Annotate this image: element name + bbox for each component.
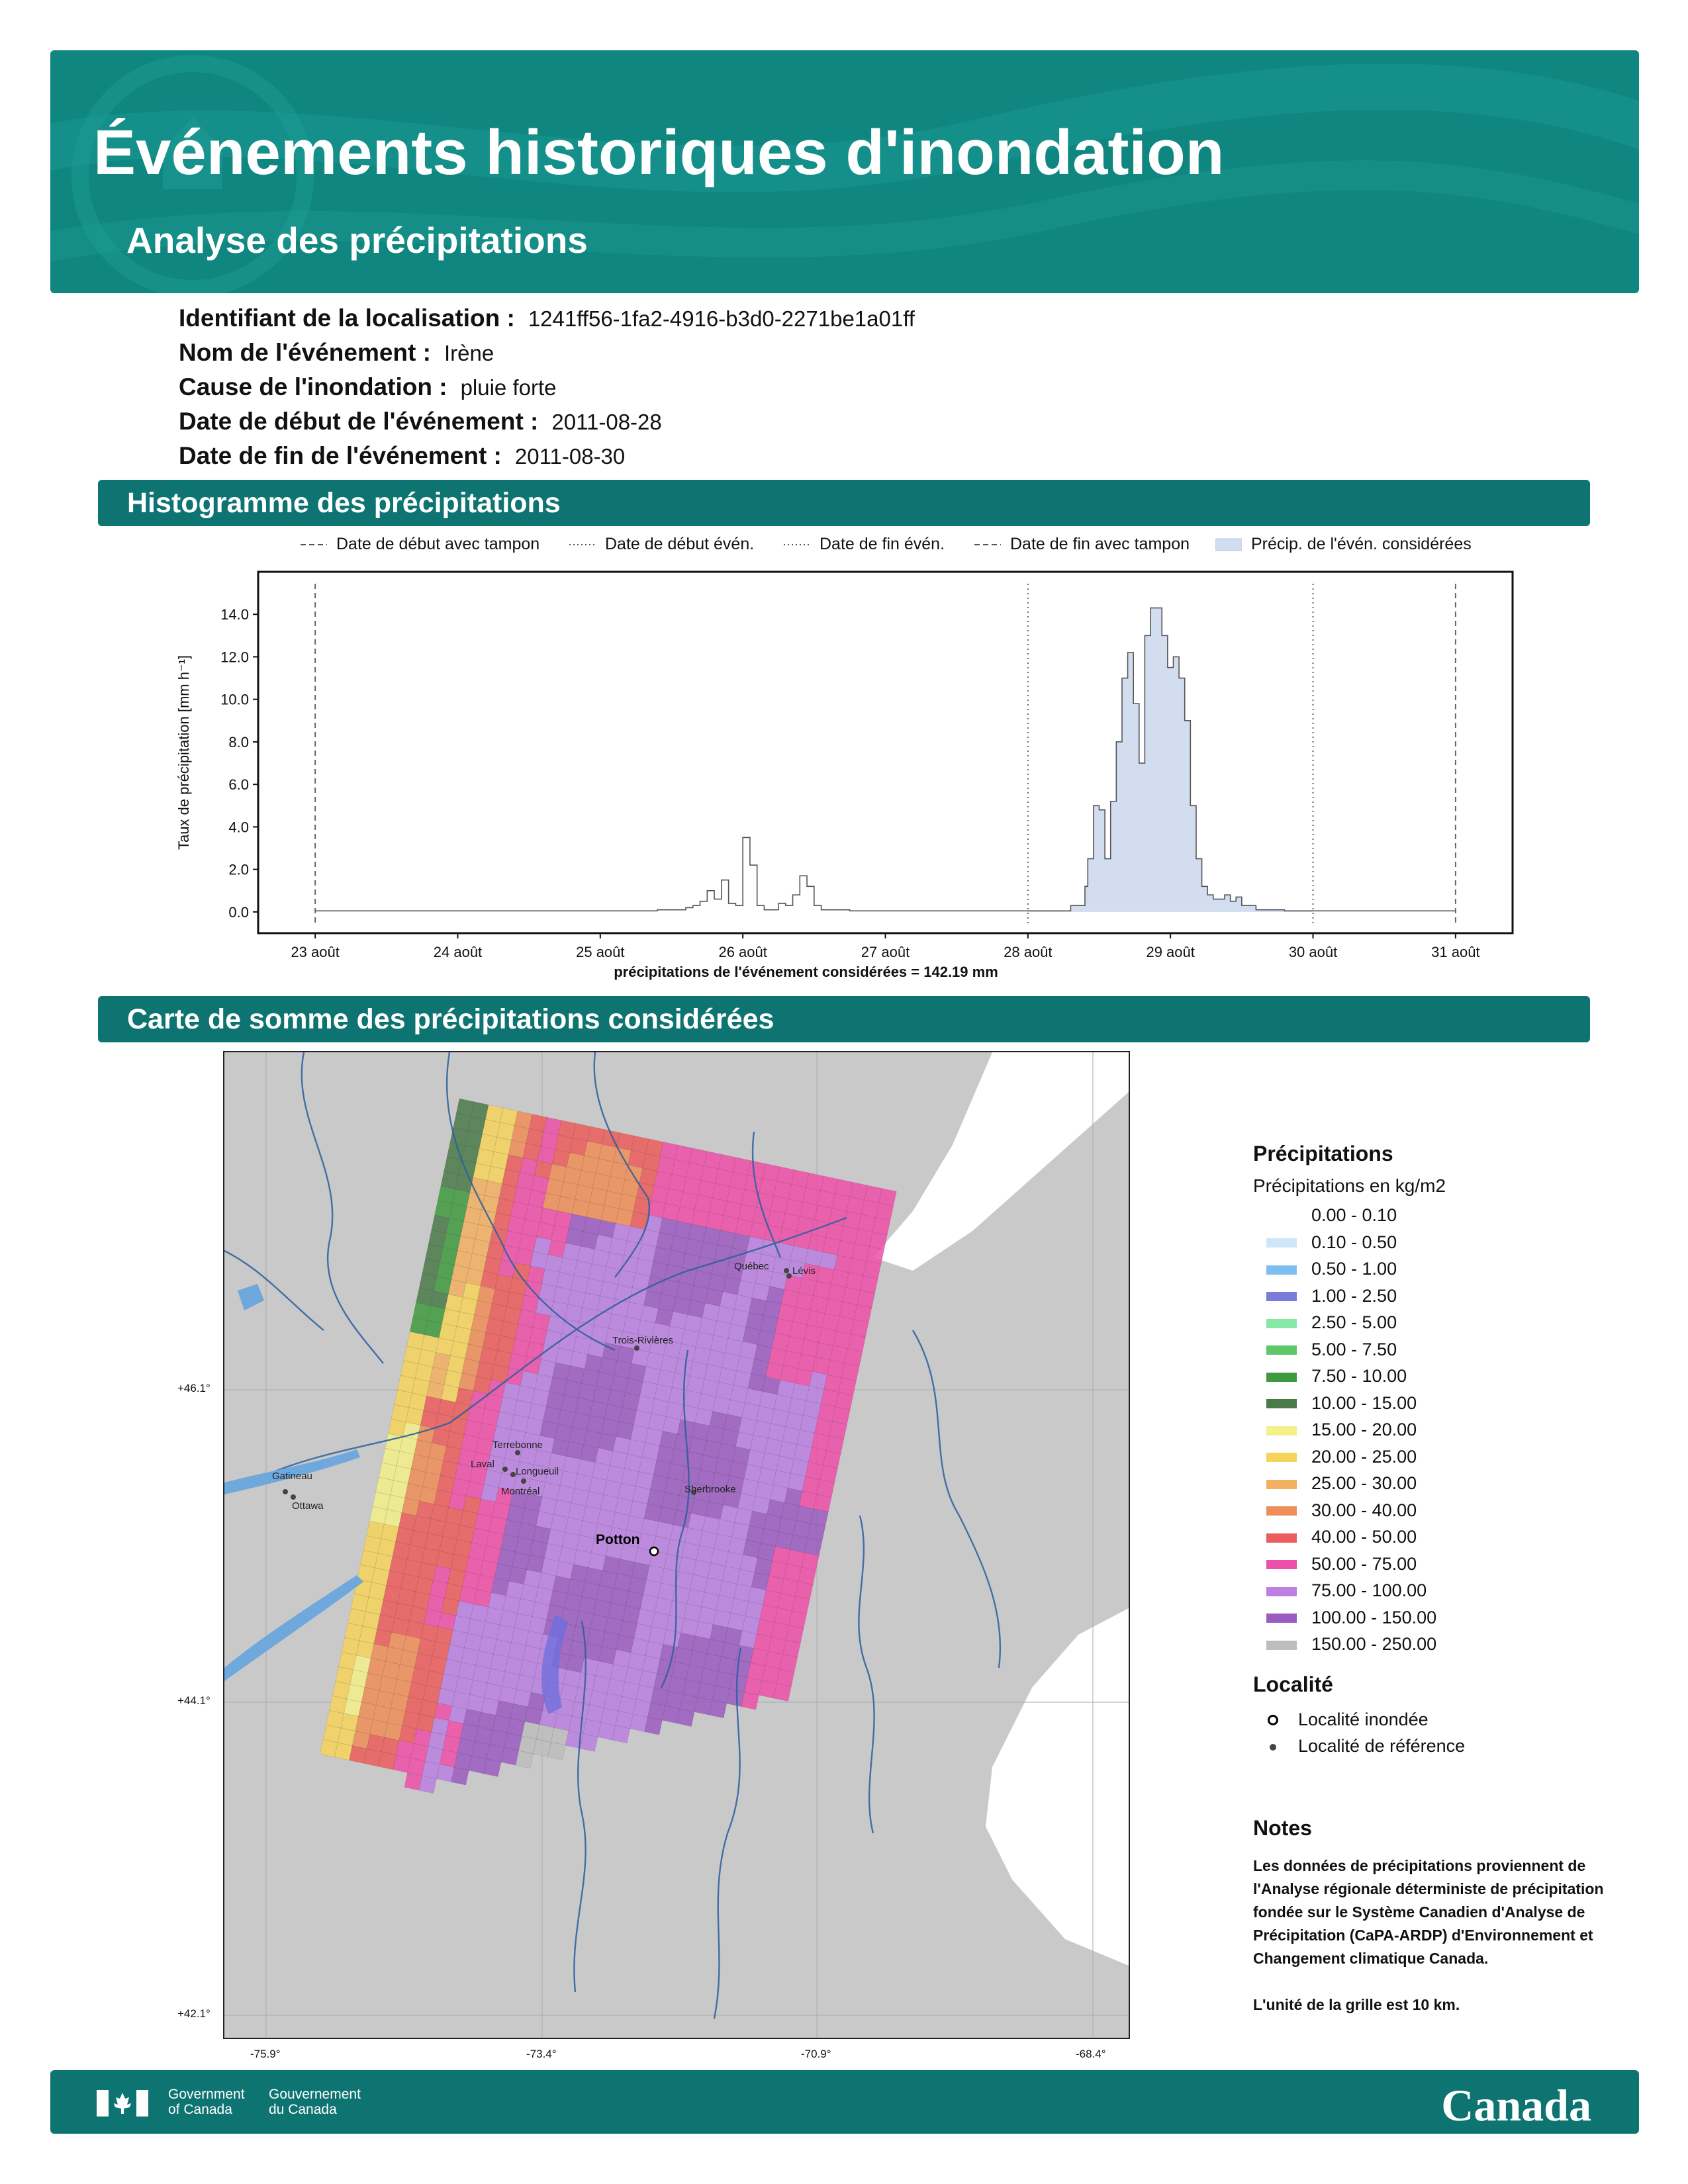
y-tick-label: 10.0: [220, 691, 249, 708]
legend-class-16: [1253, 1631, 1624, 1658]
legend-class-label: 7.50 - 10.00: [1311, 1366, 1407, 1386]
legend-class-6: [1253, 1363, 1624, 1390]
legend-swatch: [1266, 1480, 1297, 1489]
legend-class-10: [1253, 1470, 1624, 1497]
legend-class-label: 0.00 - 0.10: [1311, 1205, 1397, 1225]
city-dot-ottawa: [291, 1494, 296, 1500]
event-name-label: Nom de l'événement :: [179, 339, 431, 366]
city-dot-levis: [786, 1273, 792, 1279]
city-dot-quebec: [784, 1268, 789, 1273]
y-tick-label: 14.0: [220, 606, 249, 623]
city-label-quebec: Québec: [734, 1261, 769, 1272]
flooded-locality-icon: [1268, 1715, 1278, 1725]
grid-cell: [709, 1700, 727, 1718]
grid-cell: [741, 1692, 759, 1710]
meta-cause: [179, 370, 915, 404]
end-date-value: 2011-08-30: [514, 444, 626, 469]
event-name-value: Irène: [444, 341, 494, 365]
page-title: Événements historiques d'inondation: [93, 117, 1225, 188]
canada-flag-icon: [97, 2090, 148, 2116]
x-tick-label: 24 août: [433, 944, 483, 960]
map-legend-subtitle: Précipitations en kg/m2: [1253, 1175, 1446, 1196]
legend-swatch: [1266, 1212, 1297, 1221]
legend-class-label: 100.00 - 150.00: [1311, 1607, 1437, 1627]
considered-precip-area: [1028, 608, 1313, 912]
legend-class-label: 20.00 - 25.00: [1311, 1446, 1417, 1467]
legend-event-start: [569, 535, 754, 554]
precipitation-map: [223, 1051, 1130, 2039]
grid-cell: [580, 1734, 598, 1752]
legend-buffer-start-label: Date de début avec tampon: [336, 535, 540, 553]
meta-end: [179, 439, 915, 473]
y-tick-label: 4.0: [228, 819, 249, 836]
city-label-montreal: Montréal: [501, 1486, 540, 1497]
grid-cell: [419, 1776, 437, 1794]
lon-label-3: -70.9°: [801, 2048, 831, 2060]
legend-swatch: [1266, 1373, 1297, 1382]
legend-class-label: 5.00 - 7.50: [1311, 1339, 1397, 1359]
legend-swatch: [1266, 1614, 1297, 1623]
lake: [238, 1284, 264, 1310]
location-id-label: Identifiant de la localisation :: [179, 304, 515, 332]
city-label-terrebonne: Terrebonne: [492, 1439, 543, 1451]
legend-class-7: [1253, 1390, 1624, 1417]
gov-en-line1: Government: [168, 2087, 245, 2102]
city-label-sherbrooke: Sherbrooke: [684, 1484, 736, 1495]
legend-considered: [1215, 535, 1472, 554]
legend-swatch: [1266, 1345, 1297, 1355]
legend-class-label: 25.00 - 30.00: [1311, 1473, 1417, 1493]
x-tick-label: 31 août: [1431, 944, 1480, 960]
estuary-water: [873, 1052, 1129, 1271]
legend-class-15: [1253, 1604, 1624, 1631]
x-tick-label: 25 août: [576, 944, 625, 960]
x-tick-label: 28 août: [1004, 944, 1053, 960]
y-tick-label: 12.0: [220, 649, 249, 666]
legend-class-0: [1253, 1202, 1624, 1229]
legend-swatch: [1266, 1238, 1297, 1248]
canada-wordmark: Canada: [1441, 2080, 1591, 2130]
legend-buffer-end-label: Date de fin avec tampon: [1010, 535, 1190, 553]
legend-class-12: [1253, 1524, 1624, 1551]
legend-class-4: [1253, 1309, 1624, 1336]
legend-swatch: [1266, 1265, 1297, 1275]
grid-cell: [612, 1725, 630, 1743]
city-dot-trois-rivieres: [634, 1345, 639, 1351]
legend-swatch: [1266, 1587, 1297, 1596]
legend-class-label: 1.00 - 2.50: [1311, 1285, 1397, 1306]
reference-locality-legend-label: Localité de référence: [1298, 1736, 1466, 1756]
lon-label-2: -73.4°: [526, 2048, 557, 2060]
x-tick-label: 23 août: [291, 944, 340, 960]
x-tick-label: 26 août: [718, 944, 767, 960]
section-map-header: Carte de somme des précipitations considérées: [98, 996, 1590, 1042]
city-label-ottawa: Ottawa: [292, 1500, 324, 1512]
city-dot-laval: [502, 1467, 508, 1472]
header-banner: [50, 50, 1639, 293]
y-tick-label: 6.0: [228, 776, 249, 794]
map-legend-items: [1253, 1202, 1624, 1658]
legend-class-13: [1253, 1551, 1624, 1578]
legend-event-end: [784, 535, 945, 554]
legend-class-label: 150.00 - 250.00: [1311, 1634, 1437, 1654]
legend-class-9: [1253, 1443, 1624, 1471]
legend-class-label: 0.50 - 1.00: [1311, 1259, 1397, 1279]
precipitation-histogram: [159, 563, 1536, 999]
y-tick-label: 0.0: [228, 903, 249, 921]
legend-class-14: [1253, 1577, 1624, 1604]
start-date-value: 2011-08-28: [551, 410, 662, 434]
map-legend: [1253, 1142, 1624, 1760]
legend-buffer-start: [301, 535, 539, 554]
map-canvas: [224, 1052, 1129, 2038]
y-axis-label: Taux de précipitation [mm h⁻¹]: [175, 655, 192, 850]
legend-event-start-label: Date de début évén.: [605, 535, 755, 553]
plot-frame: [258, 572, 1513, 933]
map-legend-title: Précipitations: [1253, 1142, 1393, 1165]
legend-class-1: [1253, 1229, 1624, 1256]
legend-swatch: [1266, 1533, 1297, 1543]
grid-cell: [677, 1709, 694, 1727]
grid-cell: [774, 1684, 792, 1702]
legend-class-5: [1253, 1336, 1624, 1363]
legend-event-end-label: Date de fin évén.: [820, 535, 945, 553]
city-label-trois-rivieres: Trois-Rivières: [612, 1335, 673, 1346]
precip-rate-line: [315, 608, 1456, 911]
start-date-label: Date de début de l'événement :: [179, 408, 539, 435]
legend-class-11: [1253, 1497, 1624, 1524]
legend-swatch: [1266, 1506, 1297, 1516]
grid-cell: [516, 1751, 534, 1768]
legend-class-label: 2.50 - 5.00: [1311, 1312, 1397, 1332]
legend-class-8: [1253, 1416, 1624, 1443]
flooded-locality-marker: [650, 1547, 658, 1555]
flooded-locality-legend-label: Localité inondée: [1298, 1709, 1429, 1729]
cause-label: Cause de l'inondation :: [179, 373, 447, 400]
meta-location-id: [179, 301, 915, 336]
legend-class-label: 40.00 - 50.00: [1311, 1527, 1417, 1547]
locality-title: Localité: [1253, 1672, 1333, 1696]
page-subtitle: Analyse des précipitations: [126, 220, 588, 261]
meta-start: [179, 404, 915, 439]
location-id-value: 1241ff56-1fa2-4916-b3d0-2271be1a01ff: [528, 306, 915, 331]
lat-label-2: +44.1°: [177, 1694, 211, 1707]
legend-flooded-locality: [1253, 1706, 1624, 1733]
end-date-label: Date de fin de l'événement :: [179, 442, 502, 469]
notes-text: Les données de précipitations proviennent de l'Analyse régionale déterministe de précipitation fondée sur le Système Canadien d'Analyse de Précipitation (CaPA-ARDP) d'Environnement et Changement climatique Canada.: [1253, 1857, 1604, 1967]
city-label-levis: Lévis: [792, 1265, 816, 1277]
notes-grid: L'unité de la grille est 10 km.: [1253, 1996, 1460, 2013]
notes: [1253, 1817, 1611, 2017]
grid-cell: [451, 1767, 469, 1785]
gov-fr-line1: Gouvernement: [269, 2087, 361, 2102]
city-dot-montreal: [521, 1479, 526, 1484]
legend-swatch: [1266, 1453, 1297, 1462]
legend-swatch: [1266, 1641, 1297, 1650]
x-tick-label: 30 août: [1288, 944, 1338, 960]
y-tick-label: 8.0: [228, 733, 249, 751]
gov-en: [168, 2087, 245, 2117]
city-dot-gatineau: [283, 1489, 288, 1494]
legend-buffer-end: [974, 535, 1190, 554]
cause-value: pluie forte: [460, 375, 557, 400]
event-metadata: [179, 301, 915, 473]
city-label-laval: Laval: [471, 1459, 494, 1470]
gov-fr-line2: du Canada: [269, 2102, 337, 2117]
lon-label-1: -75.9°: [250, 2048, 281, 2060]
footer: [50, 2070, 1639, 2134]
atlantic-water: [986, 1608, 1129, 1966]
legend-class-label: 0.10 - 0.50: [1311, 1232, 1397, 1252]
lat-label-3: +42.1°: [177, 2007, 211, 2020]
flooded-locality-label: Potton: [596, 1532, 640, 1547]
legend-considered-label: Précip. de l'évén. considérées: [1251, 535, 1472, 553]
legend-reference-locality: [1253, 1733, 1624, 1760]
legend-class-label: 10.00 - 15.00: [1311, 1392, 1417, 1413]
y-tick-label: 2.0: [228, 861, 249, 878]
meta-event-name: [179, 336, 915, 370]
city-dot-longueuil: [510, 1472, 516, 1477]
x-tick-label: 27 août: [861, 944, 910, 960]
reference-locality-icon: [1270, 1744, 1276, 1751]
city-label-gatineau: Gatineau: [272, 1471, 312, 1482]
legend-swatch: [1266, 1426, 1297, 1435]
legend-swatch: [1266, 1292, 1297, 1301]
city-dot-terrebonne: [515, 1450, 520, 1455]
grid-cell: [483, 1759, 501, 1777]
legend-class-label: 15.00 - 20.00: [1311, 1420, 1417, 1439]
lon-label-4: -68.4°: [1076, 2048, 1106, 2060]
legend-class-label: 75.00 - 100.00: [1311, 1580, 1427, 1600]
legend-class-2: [1253, 1255, 1624, 1283]
grid-cell: [548, 1743, 566, 1760]
legend-swatch: [1266, 1399, 1297, 1408]
gov-en-line2: of Canada: [168, 2102, 232, 2117]
city-label-longueuil: Longueuil: [516, 1466, 559, 1477]
section-histogram-header: Histogramme des précipitations: [98, 480, 1590, 526]
legend-class-label: 50.00 - 75.00: [1311, 1553, 1417, 1574]
legend-class-label: 30.00 - 40.00: [1311, 1500, 1417, 1520]
gov-fr: [269, 2087, 361, 2117]
x-tick-label: 29 août: [1146, 944, 1195, 960]
notes-title: Notes: [1253, 1816, 1312, 1840]
precipitation-grid: [320, 1099, 896, 1794]
lat-label-1: +46.1°: [177, 1382, 211, 1394]
legend-class-3: [1253, 1283, 1624, 1310]
legend-swatch: [1266, 1319, 1297, 1328]
x-axis-label: précipitations de l'événement considérées = 142.19 mm: [614, 964, 998, 980]
legend-swatch: [1266, 1560, 1297, 1569]
grid-cell: [645, 1717, 663, 1735]
